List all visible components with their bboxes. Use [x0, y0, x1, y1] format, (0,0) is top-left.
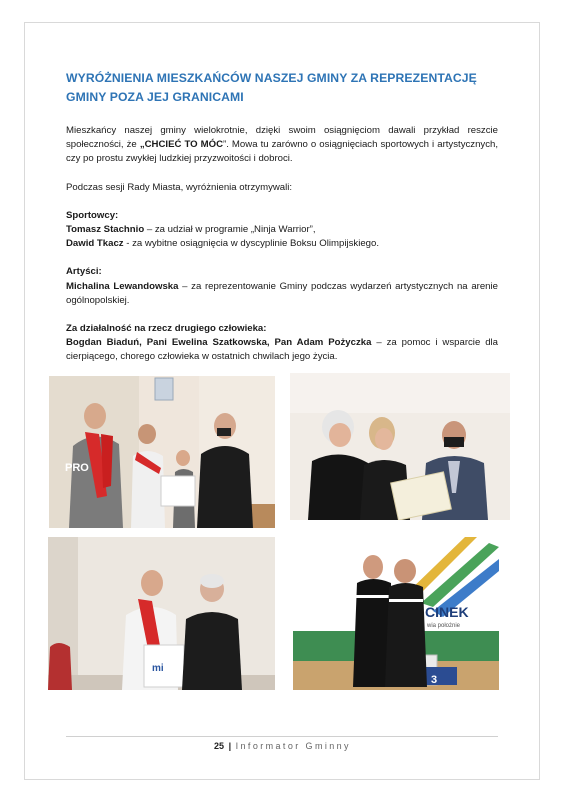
slogan: „CHCIEĆ TO MÓC — [139, 139, 224, 151]
page-footer — [0, 741, 565, 751]
photo-award-scarf — [49, 376, 275, 528]
scarf-text: PRO — [65, 462, 89, 474]
banner-sub: wia położnie — [427, 623, 461, 629]
publication-name: Informator Gminny — [235, 741, 351, 751]
title-line-1: WYRÓŻNIENIA MIESZKAŃCÓW NASZEJ GMINY ZA REPREZENTACJĘ — [66, 71, 477, 85]
article-title — [66, 69, 498, 107]
title-line-2: GMINY POZA JEJ GRANICAMI — [66, 90, 244, 104]
bag-text: mi — [152, 663, 164, 674]
banner-text: CINEK — [425, 604, 469, 620]
session-paragraph: Podczas sesji Rady Miasta, wyróżnienia otrzymywali: — [66, 181, 293, 193]
art-line: Michalina Lewandowska – za reprezentowanie Gminy podczas wydarzeń artystycznych na arenie ogólnopolskiej. — [66, 280, 498, 306]
page-number: 25 — [214, 741, 225, 751]
footer-separator: | — [228, 741, 232, 751]
article-body — [66, 124, 498, 365]
sport-heading: Sportowcy: — [66, 209, 119, 221]
help-heading: Za działalność na rzecz drugiego człowieka: — [66, 323, 267, 335]
help-line: Bogdan Biaduń, Pani Ewelina Szatkowska, Pan Adam Pożyczka – za pomoc i wsparcie dla cierpiącego, chorego człowieka w ostatnich chwilach jego życia. — [66, 337, 498, 363]
sport-line-2: Dawid Tkacz - za wybitne osiągnięcia w dyscyplinie Boksu Olimpijskiego. — [66, 238, 380, 250]
intro-paragraph: Mieszkańcy naszej gminy wielokrotnie, dzięki swoim osiągnięciom dawali przykład reszcie społeczności, że „CHCIEĆ TO MÓC”. Mowa tu zarówno o osiągnięciach sportowych i artystycznych, czy po prostu zwykłej ludzkiej przyzwoitości i dobroci. — [66, 125, 499, 165]
art-heading: Artyści: — [66, 266, 102, 278]
sport-line-1: Tomasz Stachnio – za udział w programie „Ninja Warrior”, — [66, 224, 316, 236]
photo-diploma — [290, 373, 510, 520]
podium-number: 3 — [431, 674, 438, 686]
photo-boxers — [293, 537, 499, 690]
photo-award-bag — [48, 537, 275, 690]
footer-divider — [66, 736, 498, 737]
